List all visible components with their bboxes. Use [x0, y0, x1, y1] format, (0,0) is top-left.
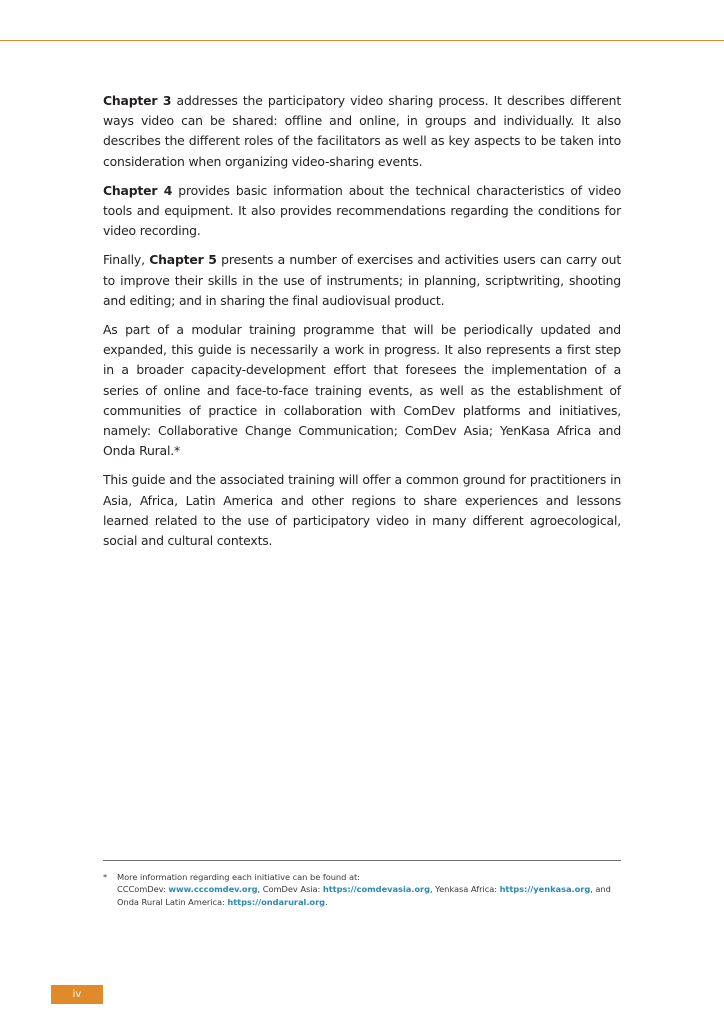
yenkasa-link[interactable]: https://yenkasa.org — [499, 884, 591, 895]
footnote — [103, 871, 621, 908]
chapter-5-heading: Chapter 5 — [149, 252, 217, 268]
paragraph-chapter-4 — [103, 181, 621, 242]
yenkasa-label: , Yenkasa Africa: — [429, 884, 500, 895]
onda-rural-link[interactable]: https://ondarural.org — [227, 896, 325, 907]
paragraph-modular-programme: As part of a modular training programme that will be periodically updated and expanded, this guide is necessarily a work in progress. It also represents a first step in a broader capacity-development effort that foresees the implementation of a series of online and face-to-face training events, as well as the establishment of communities of practice in collaboration with ComDev platforms and initiatives, namely: Collaborative Change Communication; ComDev Asia; YenKasa Africa and Onda Rural.* — [103, 322, 621, 459]
chapter-5-prefix: Finally, — [103, 252, 150, 268]
chapter-4-text: provides basic information about the technical characteristics of video tools and equipment. It also provides recommendations regarding the conditions for video recording. — [103, 182, 621, 239]
footnote-links-line — [117, 883, 621, 895]
onda-rural-label: Onda Rural Latin America: — [117, 896, 228, 907]
header-rule — [0, 40, 724, 41]
and-text: , and — [590, 884, 611, 895]
footnote-onda-line — [117, 896, 621, 908]
footnote-intro: More information regarding each initiative can be found at: — [117, 872, 360, 882]
chapter-5-text: presents a number of exercises and activities users can carry out to improve their skills in the use of instruments; in planning, scriptwriting, shooting and editing; and in sharing the final audiovisual product. — [103, 252, 621, 308]
cccomdev-link[interactable]: www.cccomdev.org — [168, 884, 258, 895]
footnote-body — [117, 871, 621, 908]
paragraph-common-ground: This guide and the associated training will offer a common ground for practitioners in Asia, Africa, Latin America and other regions to share experiences and lessons learned related to the use of participatory video in many different agroecological, social and cultural contexts. — [103, 472, 621, 549]
cccomdev-label: CCComDev: — [117, 884, 169, 895]
paragraph-chapter-3 — [103, 91, 621, 172]
body-text — [103, 91, 621, 560]
chapter-3-text: addresses the participatory video sharing process. It describes different ways video can be shared: offline and online, in groups and individually. It also describes the different roles of the facilitators as well as key aspects to be taken into consideration when organizing video-sharing events. — [103, 93, 621, 169]
footnote-end: . — [325, 896, 328, 907]
comdev-asia-label: , ComDev Asia: — [257, 884, 323, 895]
paragraph-chapter-5 — [103, 250, 621, 311]
chapter-3-heading: Chapter 3 — [103, 93, 172, 108]
footnote-marker: * — [103, 872, 108, 882]
comdev-asia-link[interactable]: https://comdevasia.org — [322, 884, 430, 895]
chapter-4-heading: Chapter 4 — [103, 182, 173, 198]
page-number-badge: iv — [51, 985, 103, 1004]
footnote-rule — [103, 860, 621, 861]
